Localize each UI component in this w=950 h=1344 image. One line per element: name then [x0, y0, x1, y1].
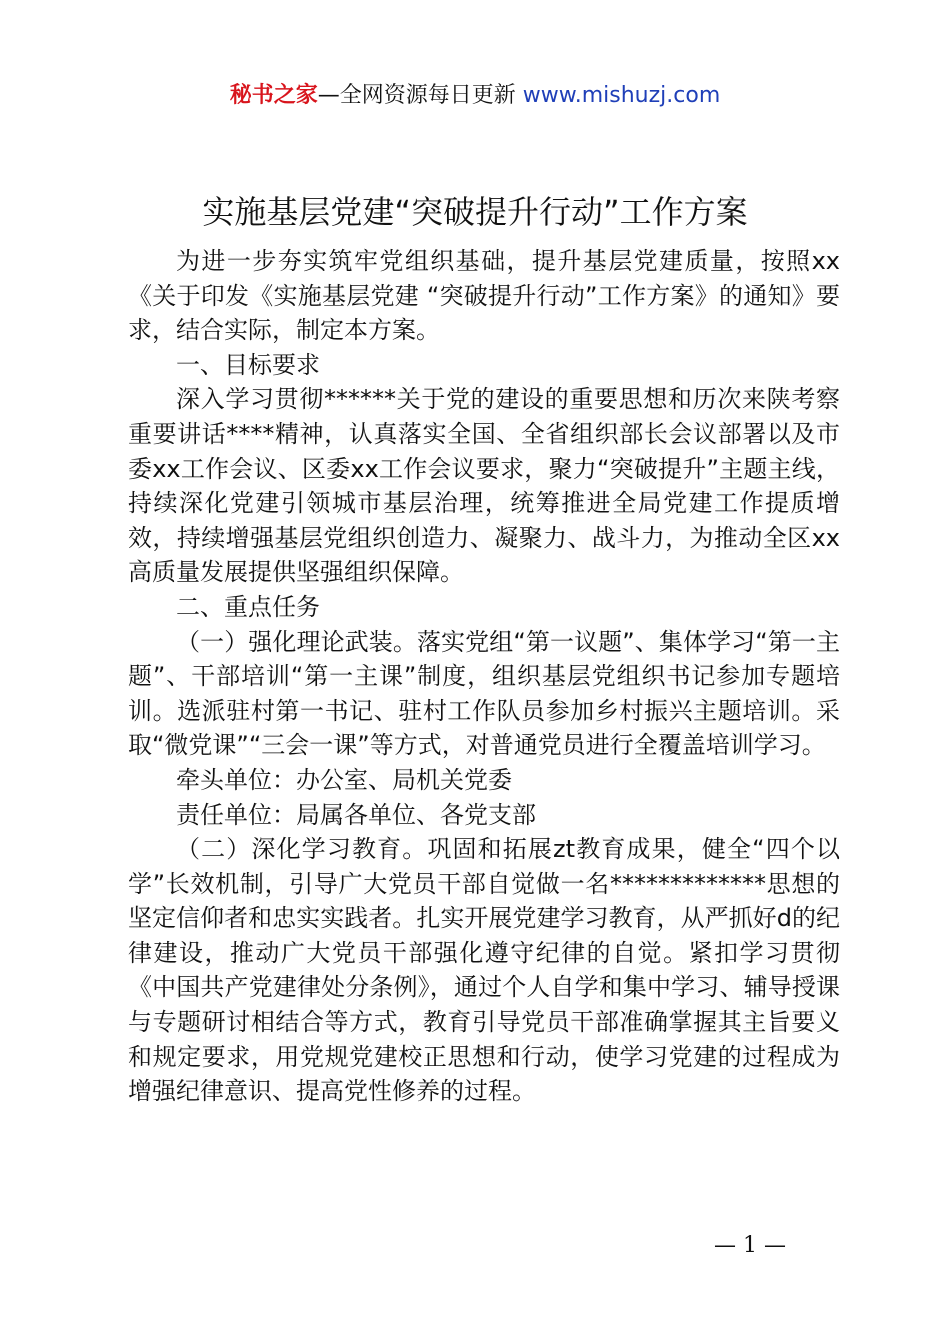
task-2-paragraph: （二）深化学习教育。巩固和拓展zt教育成果，健全“四个以学”长效机制，引导广大党员干部自觉做一名*************思想的坚定信仰者和忠实实践者。扎实开展党建学习教育，从严抓好d的纪律建设，推动广大党员干部强化遵守纪律的自觉。紧扣学习贯彻《中国共产党建律处分条例》，通过个人自学和集中学习、辅导授课与专题研讨相结合等方式，教育引导党员干部准确掌握其主旨要义和规定要求，用党规党建校正思想和行动，使学习党建的过程成为增强纪律意识、提高党性修养的过程。 — [128, 835, 840, 1106]
banner-tagline: —全网资源每日更新 — [317, 83, 523, 108]
document-body — [128, 244, 840, 1109]
goals-paragraph: 深入学习贯彻******关于党的建设的重要思想和历次来陕考察重要讲话****精神，认真落实全国、全省组织部长会议部署以及市委xx工作会议、区委xx工作会议要求，聚力“突破提升”主题主线，持续深化党建引领城市基层治理，统筹推进全局党建工作提质增效，持续增强基层党组织创造力、凝聚力、战斗力，为推动全区xx高质量发展提供坚强组织保障。 — [128, 385, 840, 587]
task-1-paragraph: （一）强化理论武装。落实党组“第一议题”、集体学习“第一主题”、干部培训“第一主课”制度，组织基层党组织书记参加专题培训。选派驻村第一书记、驻村工作队员参加乡村振兴主题培训。采取“微党课”“三会一课”等方式，对普通党员进行全覆盖培训学习。 — [128, 627, 840, 760]
banner-url-link[interactable]: www.mishuzj.com — [522, 83, 721, 108]
section-heading-tasks: 二、重点任务 — [176, 592, 320, 621]
section-heading-goals: 一、目标要求 — [176, 350, 320, 379]
intro-paragraph: 为进一步夯实筑牢党组织基础，提升基层党建质量，按照xx《关于印发《实施基层党建 “突破提升行动”工作方案》的通知》要求，结合实际，制定本方案。 — [128, 247, 840, 345]
banner-brand: 秘书之家 — [229, 83, 318, 108]
site-banner — [0, 80, 950, 112]
document-title: 实施基层党建“突破提升行动”工作方案 — [202, 193, 748, 231]
responsible-unit-line: 责任单位：局属各单位、各党支部 — [176, 800, 536, 829]
lead-unit-line: 牵头单位：办公室、局机关党委 — [176, 765, 512, 794]
page-number: — 1 — — [714, 1233, 786, 1258]
